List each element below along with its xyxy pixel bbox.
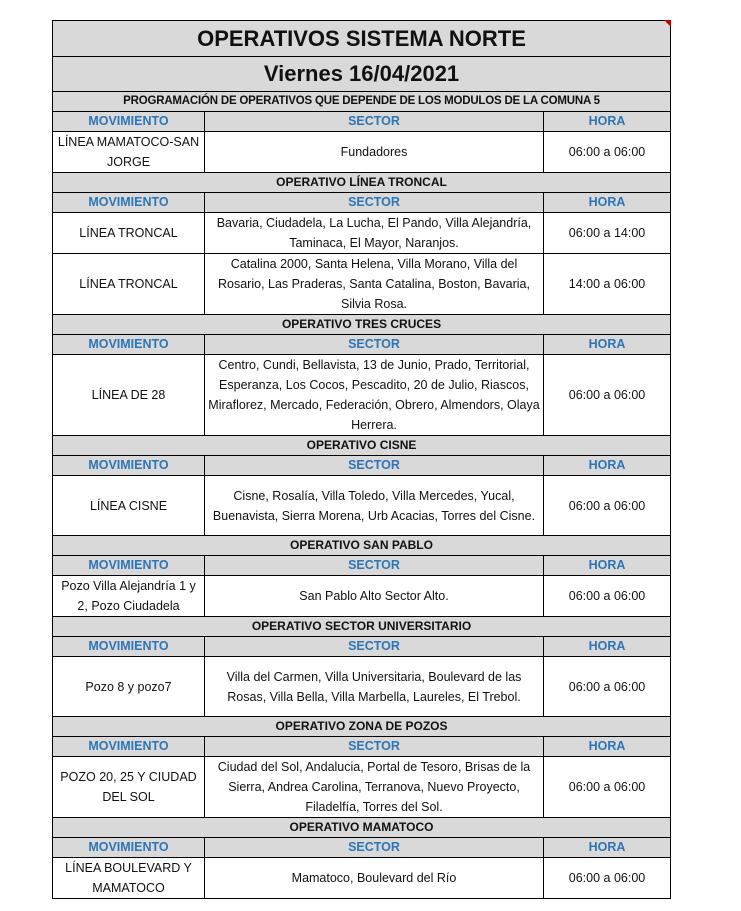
section-header-row (53, 617, 671, 637)
section-header-row (53, 536, 671, 556)
schedule-sheet (52, 20, 670, 899)
cell-movimiento[interactable]: LÍNEA DE 28 (53, 355, 205, 436)
section-title[interactable]: OPERATIVO SAN PABLO (53, 536, 671, 556)
cell-hora[interactable]: 06:00 a 06:00 (544, 858, 671, 899)
cell-sector[interactable]: Centro, Cundi, Bellavista, 13 de Junio, Prado, Territorial, Esperanza, Los Cocos, Pescadito, 20 de Julio, Riascos, Miraflorez, Mercado, Federación, Obrero, Almendors, Olaya Herrera. (205, 355, 544, 436)
comment-indicator-icon[interactable] (664, 20, 671, 27)
cell-hora[interactable]: 06:00 a 06:00 (544, 757, 671, 818)
section-header-row (53, 436, 671, 456)
column-header-movimiento[interactable]: MOVIMIENTO (53, 838, 205, 858)
cell-sector[interactable]: San Pablo Alto Sector Alto. (205, 576, 544, 617)
page-title-text: OPERATIVOS SISTEMA NORTE (197, 26, 526, 51)
column-header-sector[interactable]: SECTOR (205, 193, 544, 213)
column-header-hora[interactable]: HORA (544, 456, 671, 476)
section-header-row (53, 717, 671, 737)
column-header-sector[interactable]: SECTOR (205, 456, 544, 476)
column-header-movimiento[interactable]: MOVIMIENTO (53, 737, 205, 757)
column-header-hora[interactable]: HORA (544, 838, 671, 858)
cell-sector[interactable]: Ciudad del Sol, Andalucia, Portal de Tesoro, Brisas de la Sierra, Andrea Carolina, Terranova, Nuevo Proyecto, Filadelfía, Torres del Sol. (205, 757, 544, 818)
table-row (53, 576, 671, 617)
column-header-row (53, 737, 671, 757)
cell-sector[interactable]: Fundadores (205, 132, 544, 173)
cell-sector[interactable]: Bavaria, Ciudadela, La Lucha, El Pando, Villa Alejandría, Taminaca, El Mayor, Naranjos. (205, 213, 544, 254)
column-header-hora[interactable]: HORA (544, 737, 671, 757)
section-header-row (53, 173, 671, 193)
cell-hora[interactable]: 14:00 a 06:00 (544, 254, 671, 315)
cell-movimiento[interactable]: LÍNEA TRONCAL (53, 254, 205, 315)
cell-hora[interactable]: 06:00 a 06:00 (544, 476, 671, 536)
column-header-movimiento[interactable]: MOVIMIENTO (53, 456, 205, 476)
cell-movimiento[interactable]: Pozo Villa Alejandría 1 y 2, Pozo Ciudadela (53, 576, 205, 617)
column-header-hora[interactable]: HORA (544, 637, 671, 657)
column-header-hora[interactable]: HORA (544, 556, 671, 576)
section-header-row (53, 315, 671, 335)
column-header-row (53, 112, 671, 132)
column-header-movimiento[interactable]: MOVIMIENTO (53, 637, 205, 657)
table-row (53, 476, 671, 536)
section-title[interactable]: OPERATIVO LÍNEA TRONCAL (53, 173, 671, 193)
column-header-sector[interactable]: SECTOR (205, 637, 544, 657)
column-header-movimiento[interactable]: MOVIMIENTO (53, 335, 205, 355)
cell-hora[interactable]: 06:00 a 06:00 (544, 576, 671, 617)
table-row (53, 355, 671, 436)
title-row (53, 21, 671, 57)
cell-hora[interactable]: 06:00 a 14:00 (544, 213, 671, 254)
column-header-row (53, 838, 671, 858)
cell-hora[interactable]: 06:00 a 06:00 (544, 657, 671, 717)
table-row (53, 858, 671, 899)
column-header-sector[interactable]: SECTOR (205, 737, 544, 757)
column-header-row (53, 556, 671, 576)
page-date[interactable]: Viernes 16/04/2021 (53, 57, 671, 92)
cell-sector[interactable]: Cisne, Rosalía, Villa Toledo, Villa Mercedes, Yucal, Buenavista, Sierra Morena, Urb Acacias, Torres del Cisne. (205, 476, 544, 536)
column-header-row (53, 335, 671, 355)
date-row (53, 57, 671, 92)
cell-hora[interactable]: 06:00 a 06:00 (544, 355, 671, 436)
column-header-sector[interactable]: SECTOR (205, 335, 544, 355)
column-header-sector[interactable]: SECTOR (205, 556, 544, 576)
cell-movimiento[interactable]: Pozo 8 y pozo7 (53, 657, 205, 717)
section-title[interactable]: OPERATIVO CISNE (53, 436, 671, 456)
table-row (53, 213, 671, 254)
cell-sector[interactable]: Mamatoco, Boulevard del Río (205, 858, 544, 899)
cell-movimiento[interactable]: LÍNEA BOULEVARD Y MAMATOCO (53, 858, 205, 899)
cell-movimiento[interactable]: LÍNEA TRONCAL (53, 213, 205, 254)
subtitle-row (53, 92, 671, 112)
column-header-movimiento[interactable]: MOVIMIENTO (53, 112, 205, 132)
section-title[interactable]: OPERATIVO TRES CRUCES (53, 315, 671, 335)
section-title[interactable]: OPERATIVO SECTOR UNIVERSITARIO (53, 617, 671, 637)
page-subtitle[interactable]: PROGRAMACIÓN DE OPERATIVOS QUE DEPENDE DE LOS MODULOS DE LA COMUNA 5 (53, 92, 671, 112)
table-row (53, 132, 671, 173)
column-header-movimiento[interactable]: MOVIMIENTO (53, 193, 205, 213)
column-header-sector[interactable]: SECTOR (205, 838, 544, 858)
page-title[interactable] (53, 21, 671, 57)
schedule-table (52, 20, 671, 899)
column-header-movimiento[interactable]: MOVIMIENTO (53, 556, 205, 576)
cell-movimiento[interactable]: POZO 20, 25 Y CIUDAD DEL SOL (53, 757, 205, 818)
column-header-hora[interactable]: HORA (544, 112, 671, 132)
cell-movimiento[interactable]: LÍNEA MAMATOCO-SAN JORGE (53, 132, 205, 173)
column-header-hora[interactable]: HORA (544, 335, 671, 355)
table-row (53, 757, 671, 818)
section-title[interactable]: OPERATIVO MAMATOCO (53, 818, 671, 838)
cell-sector[interactable]: Catalina 2000, Santa Helena, Villa Morano, Villa del Rosario, Las Praderas, Santa Catalina, Boston, Bavaria, Silvia Rosa. (205, 254, 544, 315)
table-row (53, 657, 671, 717)
column-header-row (53, 637, 671, 657)
section-header-row (53, 818, 671, 838)
cell-hora[interactable]: 06:00 a 06:00 (544, 132, 671, 173)
column-header-sector[interactable]: SECTOR (205, 112, 544, 132)
cell-sector[interactable]: Villa del Carmen, Villa Universitaria, Boulevard de las Rosas, Villa Bella, Villa Marbella, Laureles, El Trebol. (205, 657, 544, 717)
column-header-row (53, 456, 671, 476)
cell-movimiento[interactable]: LÍNEA CISNE (53, 476, 205, 536)
section-title[interactable]: OPERATIVO ZONA DE POZOS (53, 717, 671, 737)
table-row (53, 254, 671, 315)
column-header-hora[interactable]: HORA (544, 193, 671, 213)
column-header-row (53, 193, 671, 213)
